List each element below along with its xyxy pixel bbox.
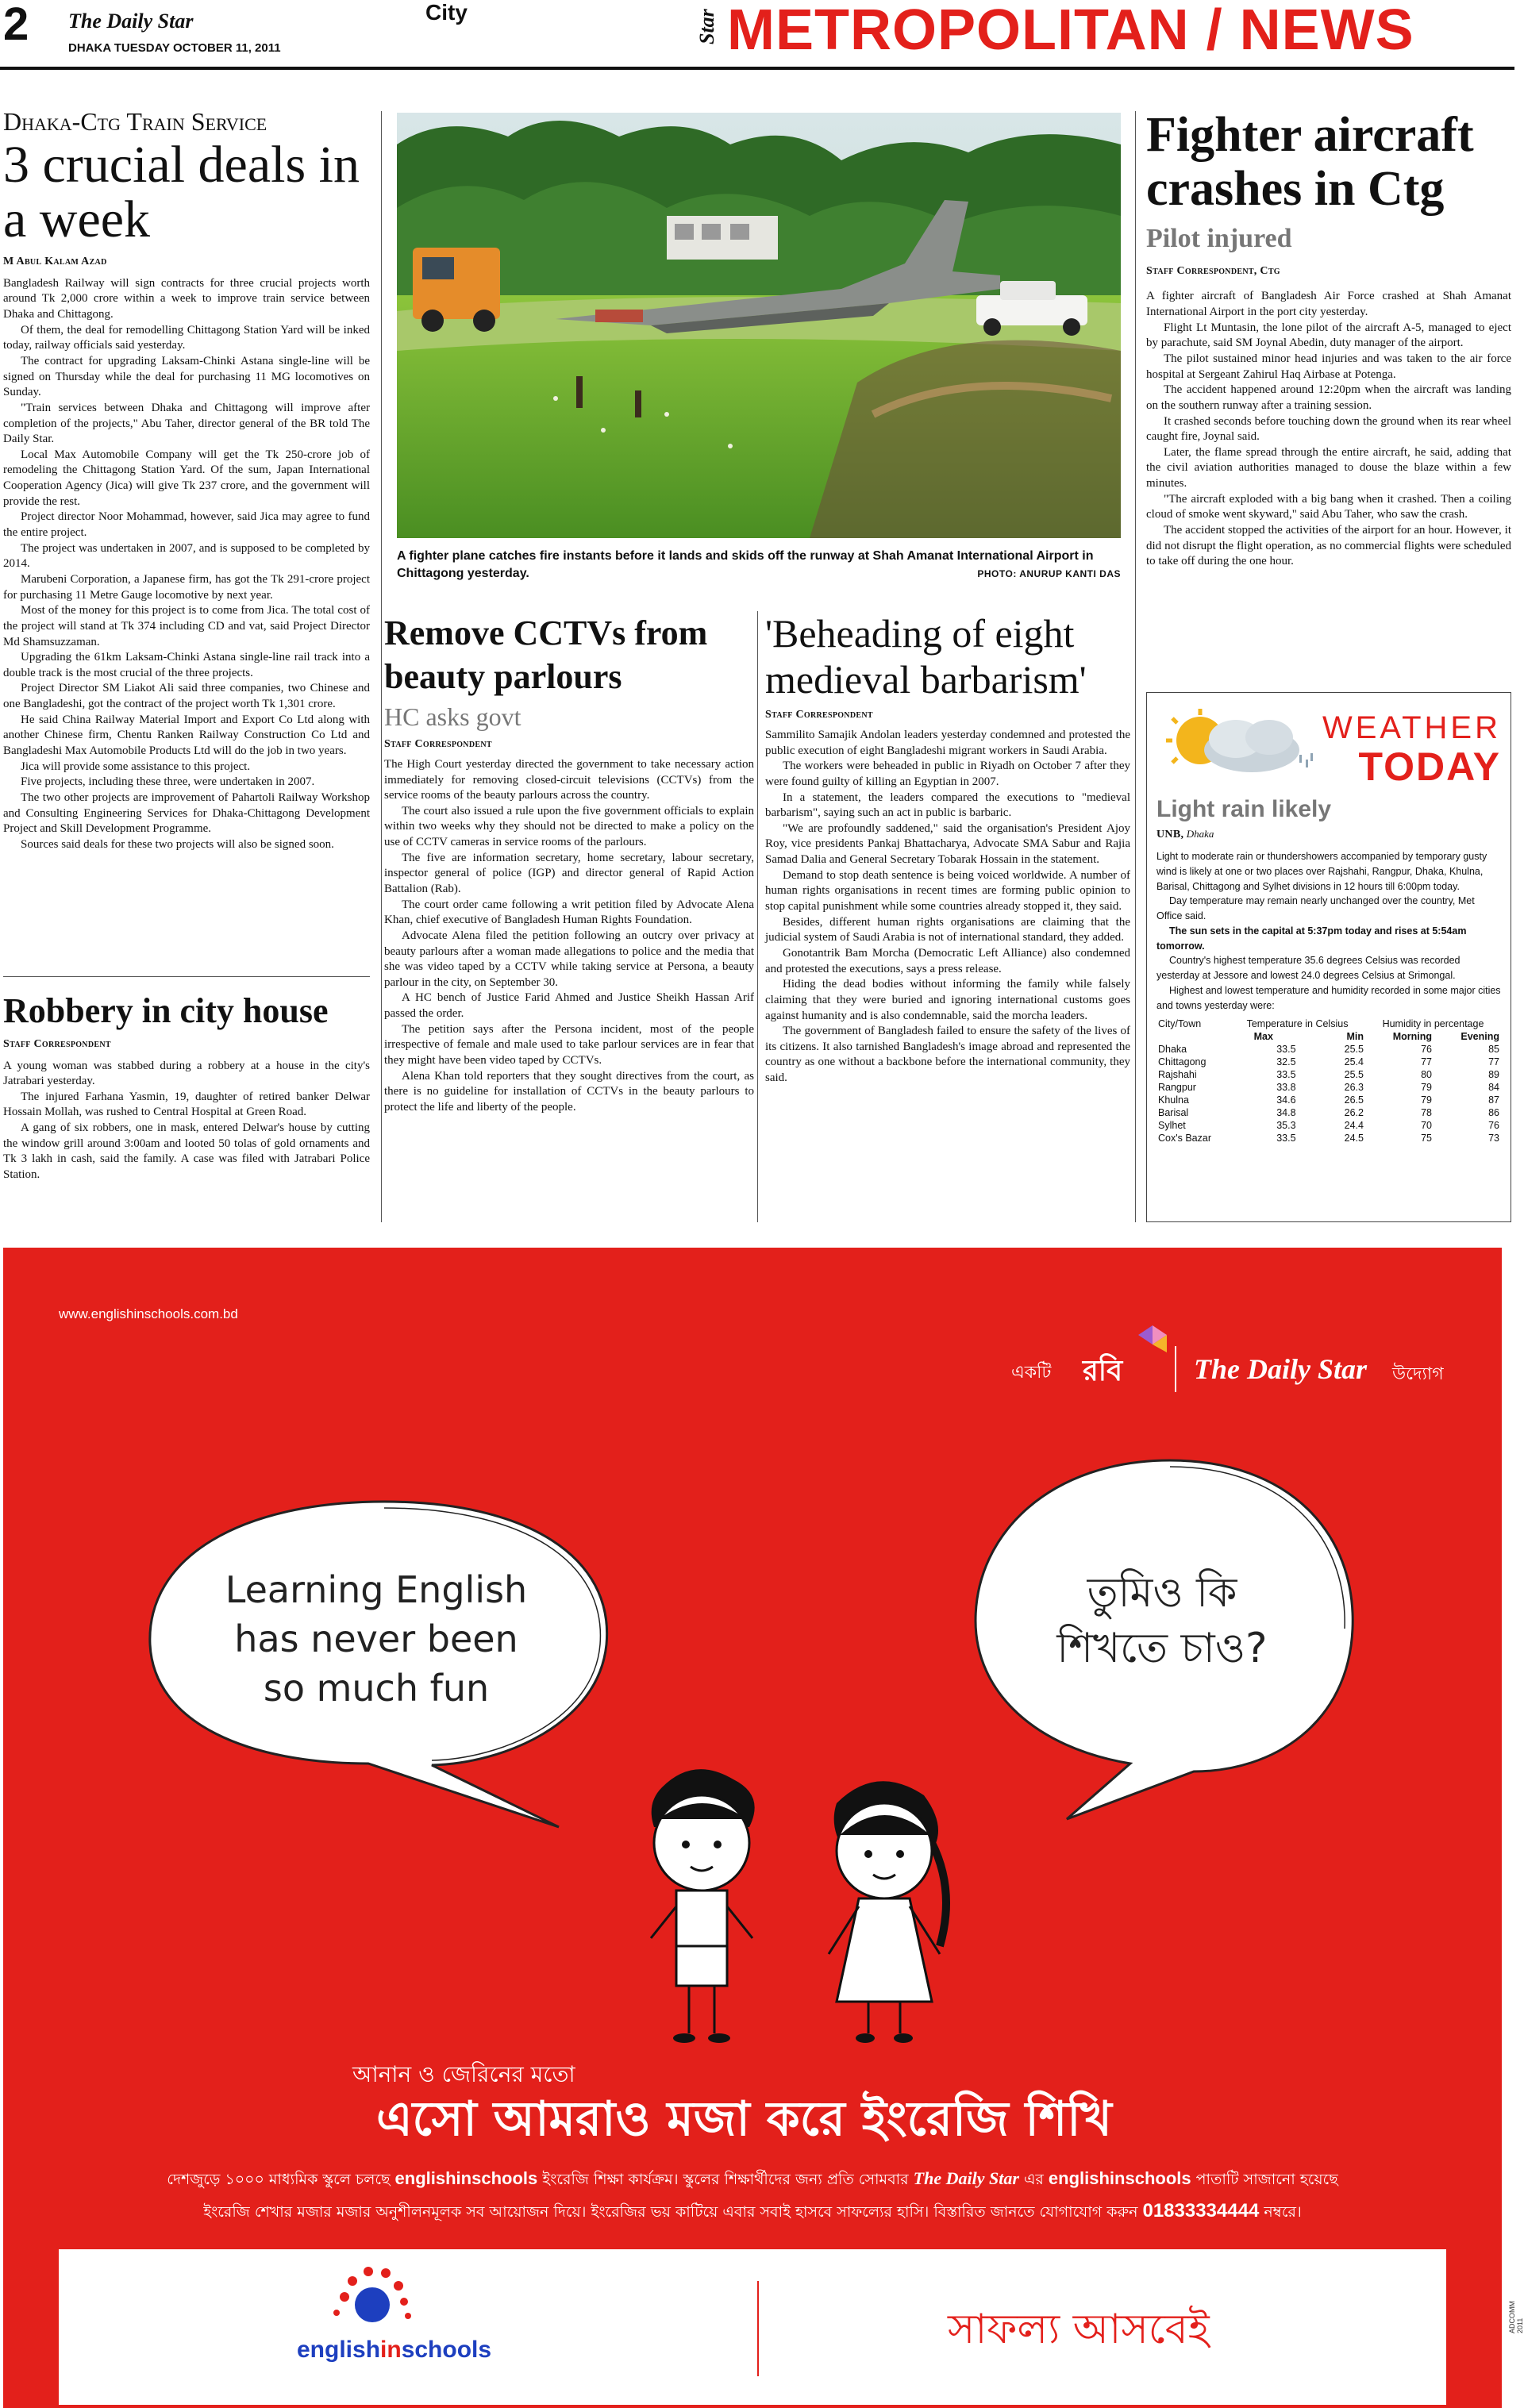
article-headline: Fighter aircraft crashes in Ctg (1146, 108, 1474, 217)
table-header-temp: Temperature in Celsius (1246, 1018, 1349, 1030)
table-cell-value: 33.5 (1276, 1069, 1296, 1081)
table-cell-value: 87 (1488, 1094, 1499, 1106)
table-cell-value: 26.3 (1344, 1082, 1364, 1094)
paragraph: Demand to stop death sentence is being voiced worldwide. A number of human rights organisations in recent times are forming public opinion to stop capital punishment while some countries already stopped it, they said. (765, 868, 1130, 914)
paragraph: A gang of six robbers, one in mask, entered Delwar's house by cutting the window grill around 3:00am and looted 50 tolas of gold ornaments and Tk 3 lakh in cash, said the family. A case was filed with Jatrabari Police Station. (3, 1121, 370, 1181)
paragraph: The government of Bangladesh failed to ensure the safety of the lives of its citizens. It also tarnished Bangladesh's image abroad and represented the country as one without a backbone before the international community, they said. (765, 1025, 1130, 1085)
article-byline: Staff Correspondent, Ctg (1146, 265, 1280, 278)
weather-sun-times: The sun sets in the capital at 5:37pm today and rises at 5:54am tomorrow. (1156, 925, 1467, 952)
englishinschools-logo-icon (329, 2265, 416, 2329)
paragraph: A HC bench of Justice Farid Ahmed and Justice Sheikh Hassan Arif passed the order. (384, 991, 754, 1021)
table-cell-value: 80 (1421, 1069, 1433, 1081)
paragraph: Five projects, including these three, were undertaken in 2007. (21, 775, 315, 789)
paragraph: The pilot sustained minor head injuries and was taken to the air force hospital at Sergeant Zahirul Haq Airbase at Potenga. (1146, 352, 1511, 381)
weather-body (1156, 849, 1501, 1013)
advertisement (3, 1248, 1502, 2408)
paragraph: The court also issued a rule upon the five government officials to explain within two weeks why they should not be directed to make a policy on the use of CCTV cameras in service rooms of the parlours. (384, 804, 754, 849)
crash-scene-image (397, 113, 1121, 538)
paragraph: In a statement, the leaders compared the executions to "medieval barbarism", saying such an act in public is barbaric. (765, 790, 1130, 820)
ad-tagline-small: আনান ও জেরিনের মতো (352, 2061, 575, 2087)
paragraph: Advocate Alena filed the petition following an outcry over privacy at beauty parlours after a woman made allegations to police and the media that she was video taped by a CCTV while taking service at Persona, a beauty parlour in the city, on September 30. (384, 929, 754, 989)
paragraph: Hiding the dead bodies without informing the family while falsely claiming that they were buried and ignoring international customs goes against humanity and is also condemnable, said the morcha leaders. (765, 978, 1130, 1022)
paragraph: "We are profoundly saddened," said the organisation's President Ajoy Roy, vice presidents Pankaj Bhattacharya, Advocate SMA Sabur and Rajia Samad Dalia and General Secretary Tobarak Hossain in the statement. (765, 821, 1130, 867)
bubble-right-line: তুমিও কি (1087, 1569, 1237, 1617)
paragraph: He said China Railway Material Import and Export Co Ltd along with another Chinese firm, Chentu Ranken Railway Construction Co Ltd and Bangladeshi Max Automobile Products Ltd will do the job in two years. (3, 713, 370, 757)
bubble-left-line: Learning English (225, 1568, 528, 1611)
column-divider (757, 611, 758, 1222)
footer-divider (757, 2281, 759, 2376)
table-header-max: Max (1253, 1031, 1273, 1043)
table-cell-value: 76 (1488, 1120, 1499, 1132)
table-row (1156, 1132, 1501, 1144)
paragraph: Jica will provide some assistance to this project. (21, 760, 251, 773)
table-cell-value: 33.5 (1276, 1044, 1296, 1056)
paragraph: Of them, the deal for remodelling Chittagong Station Yard will be inked today, railway officials said yesterday. (3, 323, 370, 352)
table-cell-value: 70 (1421, 1120, 1433, 1132)
paragraph: It crashed seconds before touching down the ground when its rear wheel caught fire, Joynal said. (1146, 414, 1511, 444)
ad-side-code: ADCOMM 2011 (1508, 2301, 1524, 2333)
paper-name: The Daily Star (68, 10, 194, 33)
paragraph: The workers were beheaded in public in Riyadh on October 7 after they were found guilty of killing an Egyptian in 2007. (765, 760, 1130, 788)
girl-figure (829, 1781, 946, 2043)
table-cell-value: 33.5 (1276, 1133, 1296, 1144)
cartoon-children-illustration (606, 1756, 1003, 2057)
article-kicker: Dhaka-Ctg Train Service (3, 107, 267, 136)
table-subheader-row (1156, 1030, 1501, 1043)
ad-tagline-big: এসো আমরাও মজা করে ইংরেজি শিখি (376, 2091, 1112, 2147)
paragraph: Upgrading the 61km Laksam-Chinki Astana single-line rail track into a double track is the most crucial of the three projects. (3, 651, 370, 679)
table-cell-city: Rajshahi (1158, 1069, 1197, 1081)
article-body (1146, 289, 1511, 570)
paragraph: Later, the flame spread through the entire aircraft, he said, adding that the civil aviation authorities managed to douse the blaze within a few minutes. (1146, 445, 1511, 490)
paragraph: Project director Noor Mohammad, however, said Jica may agree to fund the entire project. (3, 510, 370, 540)
paragraph: "The aircraft exploded with a big bang when it crashed. Then a coiling cloud of smoke went skyward," said Abu Taher, who saw the crash. (1146, 492, 1511, 521)
article-byline: Staff Correspondent (3, 1037, 111, 1050)
table-header-humidity: Humidity in percentage (1382, 1018, 1484, 1030)
partner-suffix: উদ্যোগ (1392, 1364, 1444, 1383)
column-divider (1135, 111, 1136, 1222)
table-row (1156, 1068, 1501, 1081)
table-cell-value: 34.8 (1276, 1107, 1296, 1119)
table-cell-value: 35.3 (1276, 1120, 1296, 1132)
table-cell-value: 25.5 (1344, 1044, 1364, 1056)
paragraph: The contract for upgrading Laksam-Chinki Astana single-line will be signed on Thursday while the deal for purchasing 11 MG locomotives on Sunday. (3, 354, 370, 399)
article-subhead: HC asks govt (384, 702, 521, 731)
table-row (1156, 1106, 1501, 1119)
weather-paragraph: Light to moderate rain or thundershowers accompanied by temporary gusty wind is likely at one or two places over Rajshahi, Rangpur, Dhaka, Khulna, Barisal, Chittagong and Sylhet divisions in 12 hours till 6:00pm today. (1156, 851, 1487, 892)
photo-caption: A fighter plane catches fire instants before it lands and skids off the runway at Shah Amanat International Airport in Chittagong yesterday. (397, 549, 1094, 580)
table-header-city: City/Town (1158, 1018, 1202, 1030)
table-cell-value: 89 (1488, 1069, 1499, 1081)
ad-info-line-2: ইংরেজি শেখার মজার মজার অনুশীলনমূলক সব আয়োজন দিয়ে। ইংরেজির ভয় কাটিয়ে এবার সবাই হাসবে সাফল্যের হাসি। বিস্তারিত জানতে যোগাযোগ করুন 01833334444 নম্বরে। (203, 2199, 1302, 2221)
weather-paragraph: Highest and lowest temperature and humidity recorded in some major cities and towns yesterday were: (1156, 984, 1501, 1011)
bubble-right-line: শিখতে চাও? (1056, 1625, 1268, 1673)
page-number: 2 (3, 0, 29, 50)
table-cell-city: Cox's Bazar (1158, 1133, 1211, 1144)
partner-logos (1011, 1324, 1456, 1395)
table-cell-value: 25.4 (1344, 1056, 1364, 1068)
table-cell-value: 33.8 (1276, 1082, 1296, 1094)
partner-robi: রবি (1083, 1355, 1123, 1387)
paragraph: The High Court yesterday directed the government to take necessary action immediately for removing closed-circuit televisions (CCTVs) from the service rooms of the beauty parlours across the country. (384, 757, 754, 802)
table-cell-value: 79 (1421, 1094, 1433, 1106)
weather-table (1156, 1017, 1501, 1144)
table-cell-value: 32.5 (1276, 1056, 1296, 1068)
article-body (384, 757, 754, 1116)
table-cell-value: 75 (1421, 1133, 1433, 1144)
article-byline: M Abul Kalam Azad (3, 255, 107, 267)
robi-logo-icon (1135, 1324, 1170, 1359)
table-cell-city: Khulna (1158, 1094, 1189, 1106)
bubble-left-line: has never been (234, 1618, 518, 1661)
weather-byline-source: UNB, (1156, 829, 1184, 840)
paragraph: The court order came following a writ petition filed by Advocate Alena Khan, chief executive of Bangladesh Human Rights Foundation. (384, 898, 754, 927)
article-body (3, 276, 370, 853)
weather-title-bottom: TODAY (1358, 744, 1501, 789)
paragraph: Sources said deals for these two projects will also be signed soon. (21, 837, 334, 851)
table-row (1156, 1094, 1501, 1106)
boy-figure (651, 1769, 755, 2043)
table-cell-value: 78 (1421, 1107, 1433, 1119)
paragraph: "Train services between Dhaka and Chittagong will improve after completion of the projects," Abu Taher, director general of the BR told The Daily Star. (3, 401, 370, 446)
column-divider (3, 976, 370, 977)
table-row (1156, 1056, 1501, 1068)
paragraph: The petition says after the Persona incident, most of the people irrespective of female and male used to take parlour services are in fear that they might have been video taped by CCTVs. (384, 1022, 754, 1067)
table-cell-value: 84 (1488, 1082, 1499, 1094)
photo-credit: PHOTO: ANURUP KANTI DAS (977, 568, 1121, 579)
table-row (1156, 1081, 1501, 1094)
table-cell-value: 79 (1421, 1082, 1433, 1094)
ad-slogan: সাফল্য আসবেই (948, 2306, 1210, 2353)
table-header-evening: Evening (1460, 1031, 1499, 1043)
weather-headline: Light rain likely (1156, 796, 1332, 822)
brand-name: englishinschools (394, 2168, 538, 2188)
section-title: METROPOLITAN / NEWS (727, 0, 1414, 62)
article-robbery (3, 992, 370, 1183)
bubble-right-text (1011, 1565, 1313, 1676)
article-headline: 3 crucial deals in a week (3, 136, 360, 249)
weather-byline (1156, 828, 1501, 841)
paragraph: Flight Lt Muntasin, the lone pilot of the aircraft A-5, managed to eject by parachute, said SM Joynal Abedin, duty manager of the airport. (1146, 321, 1511, 350)
table-row (1156, 1119, 1501, 1132)
paragraph: Local Max Automobile Company will get the Tk 250-crore job of remodeling the Chittagong Station Yard. Of the sum, Japan International Cooperation Agency (Jica) will give Tk 237 crore, and the government will provide the rest. (3, 448, 370, 508)
table-cell-value: 26.5 (1344, 1094, 1364, 1106)
bubble-left-line: so much fun (263, 1667, 490, 1710)
paragraph: The accident stopped the activities of the airport for an hour. However, it did not disrupt the flight operation, as no commercial flights were scheduled to take off during the one hour. (1146, 523, 1511, 568)
weather-header (1156, 701, 1501, 788)
englishinschools-logo-text: englishinschools (297, 2337, 492, 2363)
table-cell-city: Sylhet (1158, 1120, 1186, 1132)
article-cctv (384, 611, 754, 1116)
column-divider (381, 111, 382, 1222)
table-header-min: Min (1346, 1031, 1364, 1043)
table-header-row (1156, 1017, 1501, 1030)
table-cell-value: 76 (1421, 1044, 1433, 1056)
table-row (1156, 1043, 1501, 1056)
contact-phone[interactable]: 01833334444 (1142, 2199, 1260, 2221)
table-cell-city: Barisal (1158, 1107, 1189, 1119)
weather-box (1146, 692, 1511, 1222)
table-cell-value: 26.2 (1344, 1107, 1364, 1119)
paragraph: Most of the money for this project is to come from Jica. The total cost of the project will stand at Tk 374 including CD and vat, said Project Director Md Shamsuzzaman. (3, 604, 370, 648)
paragraph: The injured Farhana Yasmin, 19, daughter of retired banker Delwar Hossain Mollah, was rushed to Central Hospital at Green Road. (3, 1090, 370, 1119)
brand-name: englishinschools (1048, 2168, 1191, 2188)
paragraph: Bangladesh Railway will sign contracts for three crucial projects worth around Tk 2,000 crore within a week to improve train service between Dhaka and Chittagong. (3, 276, 370, 321)
article-train (3, 108, 370, 852)
masthead-rule (0, 67, 1514, 70)
paragraph: Project Director SM Liakot Ali said three companies, two Chinese and one Bangladeshi, got the contract of the project worth Tk 1,301 crore. (3, 682, 370, 711)
table-cell-value: 77 (1488, 1056, 1499, 1068)
weather-paragraph: Country's highest temperature 35.6 degrees Celsius was recorded yesterday at Jessore and lowest 24.0 degrees Celsius at Srimongal. (1156, 955, 1460, 981)
weather-table-body (1156, 1043, 1501, 1144)
ad-url[interactable]: www.englishinschools.com.bd (59, 1306, 238, 1321)
paragraph: Sammilito Samajik Andolan leaders yesterday condemned and protested the public execution of eight Bangladeshi migrant workers in Saudi Arabia. (765, 729, 1130, 757)
masthead (0, 0, 1514, 73)
paragraph: Besides, different human rights organisations are claiming that the judicial system of Saudi Arabia is not of international standard, they added. (765, 915, 1130, 944)
paragraph: Marubeni Corporation, a Japanese firm, has got the Tk 291-crore project for purchasing 11 Metre Gauge locomotive by next year. (3, 572, 370, 602)
table-cell-value: 24.5 (1344, 1133, 1364, 1144)
article-subhead: Pilot injured (1146, 224, 1292, 254)
paragraph: A fighter aircraft of Bangladesh Air Force crashed at Shah Amanat International Airport in the port city yesterday. (1146, 290, 1511, 319)
table-cell-value: 25.5 (1344, 1069, 1364, 1081)
paragraph: Gonotantrik Bam Morcha (Democratic Left Alliance) also condemned and protested the executions, says a press release. (765, 946, 1130, 975)
partner-paper: The Daily Star (1194, 1353, 1368, 1385)
ad-info-line-1: দেশজুড়ে ১০০০ মাধ্যমিক স্কুলে চলছে englishinschools ইংরেজি শিক্ষা কার্যক্রম। স্কুলের শিক্ষার্থীদের জন্য প্রতি সোমবার The Daily Star এর englishinschools পাতাটি সাজানো হয়েছে (167, 2168, 1338, 2188)
article-byline: Staff Correspondent (384, 737, 492, 750)
article-fighter (1146, 108, 1511, 570)
partner-divider (1175, 1346, 1176, 1392)
paragraph: Alena Khan told reporters that they sought directives from the court, as there is no guideline for installation of CCTVs in the beauty parlours to protect the life and liberty of the people. (384, 1069, 754, 1114)
table-cell-value: 24.4 (1344, 1120, 1364, 1132)
article-byline: Staff Correspondent (765, 709, 873, 721)
article-beheading (765, 611, 1130, 1087)
paragraph: The project was undertaken in 2007, and is supposed to be completed by 2014. (3, 541, 370, 571)
table-cell-city: Rangpur (1158, 1082, 1196, 1094)
table-cell-value: 85 (1488, 1044, 1499, 1056)
article-headline: Remove CCTVs from beauty parlours (384, 614, 708, 697)
paragraph: The accident happened around 12:20pm when the aircraft was landing on the southern runway after a training session. (1146, 383, 1511, 412)
news-photo (397, 113, 1121, 538)
dateline: DHAKA TUESDAY OCTOBER 11, 2011 (68, 41, 281, 55)
paper-name: The Daily Star (913, 2168, 1019, 2188)
sun-cloud-icon (1156, 709, 1315, 780)
article-body (3, 1059, 370, 1183)
table-cell-value: 77 (1421, 1056, 1433, 1068)
weather-byline-place: Dhaka (1186, 828, 1214, 840)
weather-title-top: WEATHER (1322, 710, 1501, 745)
star-mark: Star (695, 9, 718, 44)
ad-info-text (59, 2164, 1446, 2228)
section-label-city: City (425, 0, 468, 25)
article-body (765, 728, 1130, 1087)
partner-prefix: একটি (1011, 1362, 1052, 1382)
table-header-morning: Morning (1392, 1031, 1433, 1043)
article-headline: Robbery in city house (3, 991, 329, 1030)
paragraph: The five are information secretary, home secretary, labour secretary, inspector general of police (IGP) and director general of Rapid Action Battalion (Rab). (384, 851, 754, 895)
table-cell-value: 73 (1488, 1133, 1499, 1144)
bubble-left-text (186, 1565, 567, 1713)
paragraph: The two other projects are improvement of Pahartoli Railway Workshop and Consulting Engineering Services for Dhaka-Chittagong Development Project and Skill Development Programme. (3, 790, 370, 836)
table-cell-city: Dhaka (1158, 1044, 1187, 1056)
ad-footer-panel (59, 2249, 1446, 2405)
article-headline: 'Beheading of eight medieval barbarism' (765, 611, 1087, 702)
table-cell-value: 34.6 (1276, 1094, 1296, 1106)
weather-paragraph: Day temperature may remain nearly unchanged over the country, Met Office said. (1156, 895, 1475, 921)
table-cell-city: Chittagong (1158, 1056, 1206, 1068)
paragraph: A young woman was stabbed during a robbery at a house in the city's Jatrabari yesterday. (3, 1059, 370, 1088)
table-cell-value: 86 (1488, 1107, 1499, 1119)
